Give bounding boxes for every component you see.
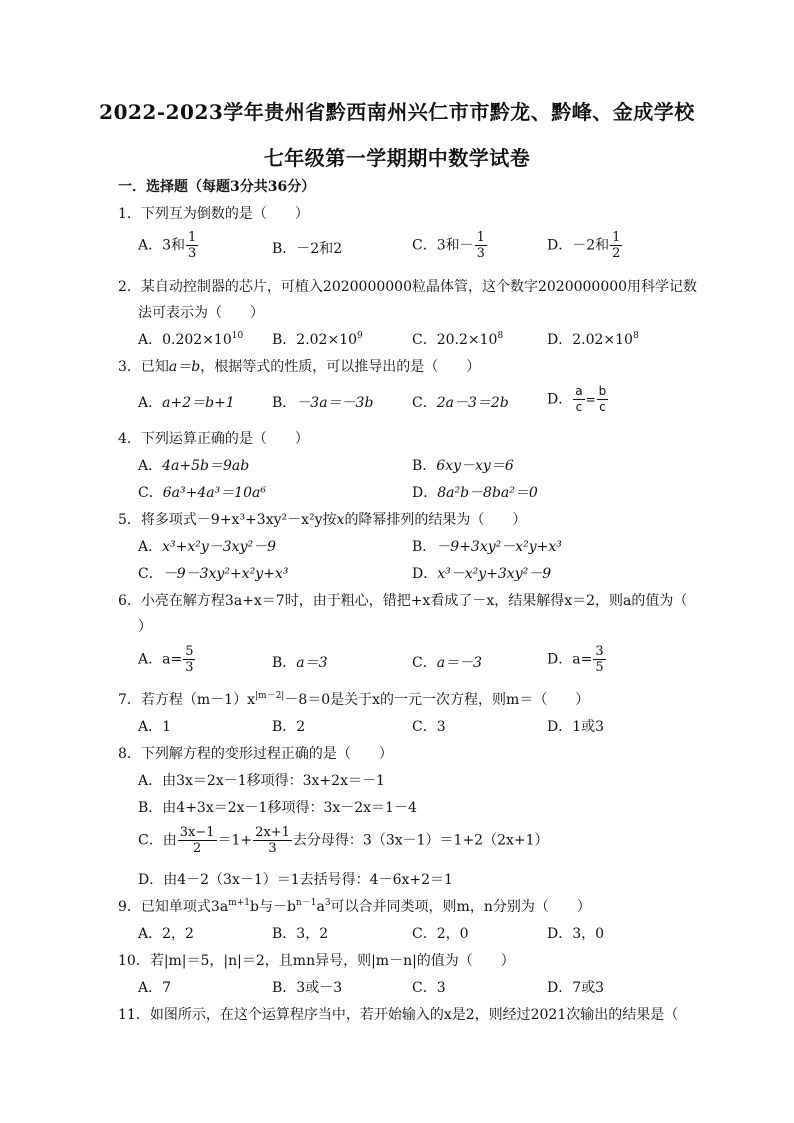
q2-option-b: B．$2.02\times 10^9$ [272,331,363,348]
q7-option-c: C．3 [412,719,446,735]
q10-option-b: B．3或－3 [272,980,343,996]
question-6-stem-line1: 6．小亮在解方程3a+x＝7时，由于粗心，错把+x看成了－x，结果解得x＝2，则a的值为（ [118,593,688,609]
q1-option-b: B．－2和2 [272,241,343,257]
question-10-stem: 10．若|m|＝5，|n|＝2，且mn异号，则|m－n|的值为（ ） [118,953,515,969]
q5-option-a: A．x³+x²y－3xy²－9 [138,539,277,555]
q6-option-c: C．a＝－3 [412,655,482,671]
question-2-stem-line1: 2．某自动控制器的芯片，可植入2020000000粒晶体管，这个数字2020000000用科学记数 [118,279,698,295]
q3-option-b: B．－3a＝－3b [272,395,374,411]
q9-option-b: B．3，2 [272,926,329,942]
q3-option-d: D． $\frac{a}{c}$ = $\frac{b}{c}$ [547,384,607,414]
q1-option-d: D．－2和 $\frac{1}{2}$ [547,230,621,261]
q9-option-a: A．2，2 [138,926,194,942]
question-3-stem: 3．已知a＝b，根据等式的性质，可以推导出的是（ ） [118,359,481,375]
q3-option-a: A．a+2＝b+1 [138,395,235,411]
question-5-stem: 5．将多项式－9+x³+3xy²－x²y按x的降幂排列的结果为（ ） [118,512,527,528]
question-4-stem: 4．下列运算正确的是（ ） [118,431,309,447]
q6-option-b: B．a＝3 [272,655,328,671]
question-2-stem-line2: 法可表示为（ ） [138,305,264,321]
section-heading: 一．选择题（每题3分共36分） [118,179,316,195]
q8-option-a: A．由3x＝2x－1移项得：3x+2x＝－1 [138,773,385,789]
exam-title-line2: 七年级第一学期期中数学试卷 [263,146,531,170]
q9-option-d: D．3，0 [547,926,605,942]
q6-option-a: A．a= $\frac{5}{3}$ [138,644,194,675]
q1-option-a: A．3和 $\frac{1}{3}$ [138,230,197,261]
q5-option-b: B．－9+3xy²－x²y+x³ [412,539,562,555]
q1-option-c: C．3和－ $\frac{1}{3}$ [412,230,485,261]
q2-option-d: D．$2.02\times 10^8$ [547,331,639,348]
q2-option-c: C．$20.2\times 10^8$ [412,331,504,348]
q6-option-d: D．a= $\frac{3}{5}$ [547,644,604,675]
question-1-stem: 1．下列互为倒数的是（ ） [118,206,309,222]
q10-option-c: C．3 [412,980,446,996]
q5-option-c: C．－9－3xy²+x²y+x³ [138,566,289,582]
q2-option-a: A．$0.202\times 10^{10}$ [138,331,244,348]
q10-option-a: A．7 [138,980,172,996]
q8-option-b: B．由4+3x＝2x－1移项得：3x－2x＝1－4 [138,800,417,816]
q8-option-c: C．由 $\frac{3x-1}{2}$ ＝1+ $\frac{2x+1}{3}$ 去分母得：3（3x－1）＝1+2（2x+1） [138,825,549,856]
q7-option-d: D．1或3 [547,719,605,735]
q4-option-a: A．4a+5b＝9ab [138,458,250,474]
q8-option-d: D．由4－2（3x－1）＝1去括号得：4－6x+2＝1 [138,872,453,888]
question-9-stem: 9．已知单项式$3a^{m+1}b$与$-b^{n-1}a^3$可以合并同类项，则m，n分别为（ ） [118,898,591,915]
q7-option-a: A．1 [138,719,172,735]
q10-option-d: D．7或3 [547,980,605,996]
q4-option-d: D．8a²b－8ba²＝0 [412,485,538,501]
q7-option-b: B．2 [272,719,306,735]
question-6-stem-line2: ） [138,619,152,635]
question-11-stem: 11．如图所示，在这个运算程序当中，若开始输入的x是2，则经过2021次输出的结果是（ [118,1007,679,1023]
q4-option-c: C．6a³+4a³＝10a⁶ [138,485,266,501]
question-8-stem: 8．下列解方程的变形过程正确的是（ ） [118,746,393,762]
question-7-stem: 7．若方程$(m-1)x^{|m-2|}-8=0$是关于x的一元一次方程，则m＝（ ） [118,691,590,708]
q9-option-c: C．2，0 [412,926,469,942]
exam-title-line1: 2022-2023学年贵州省黔西南州兴仁市市黔龙、黔峰、金成学校 [99,100,695,124]
q4-option-b: B．6xy－xy＝6 [412,458,514,474]
q3-option-c: C．2a－3＝2b [412,395,509,411]
q5-option-d: D．x³－x²y+3xy²－9 [412,566,552,582]
